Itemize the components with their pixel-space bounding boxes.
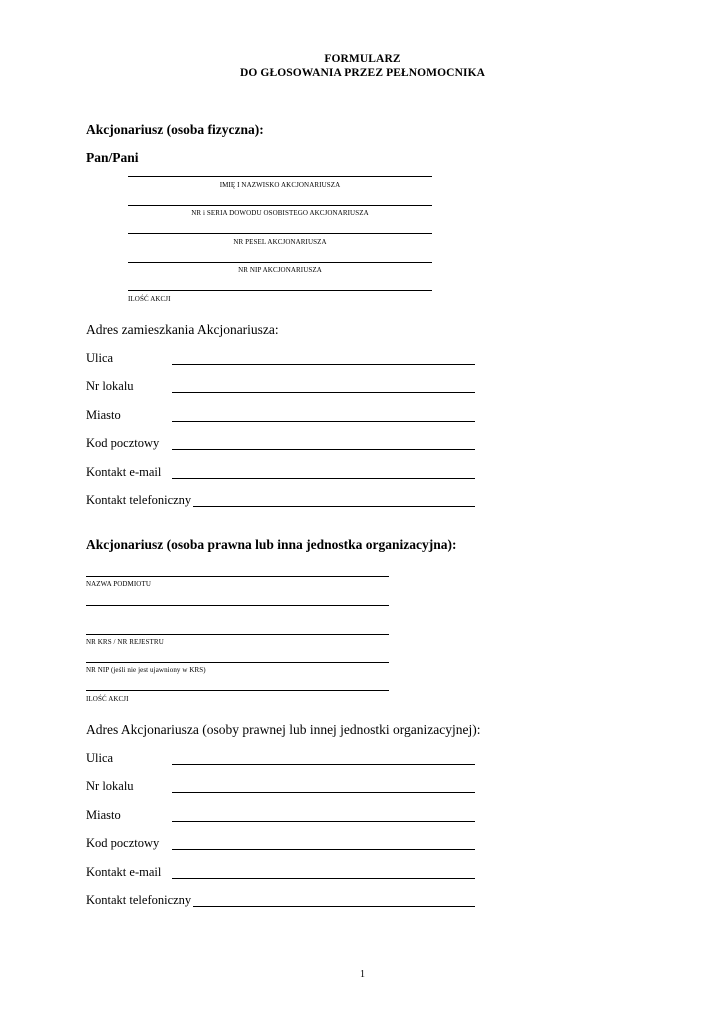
- entity-phone-input-line[interactable]: [193, 906, 475, 907]
- entity-phone-label: Kontakt telefoniczny: [86, 893, 192, 907]
- entity-unit-input-line[interactable]: [172, 792, 475, 793]
- pesel-input-line[interactable]: [128, 233, 432, 234]
- id-card-caption: NR i SERIA DOWODU OSOBISTEGO AKCJONARIUSZA: [191, 209, 369, 217]
- entity-city-input-line[interactable]: [172, 821, 475, 822]
- entity-nip-input-line[interactable]: [86, 662, 389, 663]
- natural-person-heading: Akcjonariusz (osoba fizyczna):: [86, 122, 264, 137]
- page-number: 1: [360, 969, 365, 980]
- unit-label: Nr lokalu: [86, 379, 134, 393]
- street-label: Ulica: [86, 351, 114, 365]
- nip-input-line[interactable]: [128, 262, 432, 263]
- name-input-line[interactable]: [128, 176, 432, 177]
- city-label: Miasto: [86, 408, 121, 422]
- entity-street-label: Ulica: [86, 751, 114, 765]
- entity-shares-caption: ILOŚĆ AKCJI: [86, 695, 129, 703]
- postal-code-label: Kod pocztowy: [86, 436, 160, 450]
- nip-caption: NR NIP AKCJONARIUSZA: [238, 266, 322, 274]
- krs-caption: NR KRS / NR REJESTRU: [86, 638, 164, 646]
- id-card-input-line[interactable]: [128, 205, 432, 206]
- legal-entity-heading: Akcjonariusz (osoba prawna lub inna jednostka organizacyjna):: [86, 537, 457, 552]
- entity-name-input-line[interactable]: [86, 576, 389, 577]
- form-title: FORMULARZ: [324, 53, 401, 65]
- shares-input-line[interactable]: [128, 290, 432, 291]
- email-label: Kontakt e-mail: [86, 465, 162, 479]
- entity-unit-label: Nr lokalu: [86, 779, 134, 793]
- entity-postal-code-input-line[interactable]: [172, 849, 475, 850]
- entity-email-input-line[interactable]: [172, 878, 475, 879]
- unit-input-line[interactable]: [172, 392, 475, 393]
- entity-nip-caption: NR NIP (jeśli nie jest ujawniony w KRS): [86, 666, 206, 674]
- entity-shares-input-line[interactable]: [86, 690, 389, 691]
- entity-email-label: Kontakt e-mail: [86, 865, 162, 879]
- pesel-caption: NR PESEL AKCJONARIUSZA: [233, 238, 327, 246]
- entity-postal-code-label: Kod pocztowy: [86, 836, 160, 850]
- salutation-label: Pan/Pani: [86, 150, 139, 165]
- phone-label: Kontakt telefoniczny: [86, 493, 192, 507]
- postal-code-input-line[interactable]: [172, 449, 475, 450]
- krs-input-line[interactable]: [86, 634, 389, 635]
- city-input-line[interactable]: [172, 421, 475, 422]
- form-subtitle: DO GŁOSOWANIA PRZEZ PEŁNOMOCNIKA: [239, 67, 486, 79]
- name-caption: IMIĘ I NAZWISKO AKCJONARIUSZA: [219, 181, 341, 189]
- entity-city-label: Miasto: [86, 808, 121, 822]
- street-input-line[interactable]: [172, 364, 475, 365]
- entity-street-input-line[interactable]: [172, 764, 475, 765]
- email-input-line[interactable]: [172, 478, 475, 479]
- phone-input-line[interactable]: [193, 506, 475, 507]
- entity-name-second-line[interactable]: [86, 605, 389, 606]
- shares-caption: ILOŚĆ AKCJI: [128, 295, 171, 303]
- entity-address-heading: Adres Akcjonariusza (osoby prawnej lub innej jednostki organizacyjnej):: [86, 722, 481, 737]
- residence-address-heading: Adres zamieszkania Akcjonariusza:: [86, 322, 279, 337]
- entity-name-caption: NAZWA PODMIOTU: [86, 580, 151, 588]
